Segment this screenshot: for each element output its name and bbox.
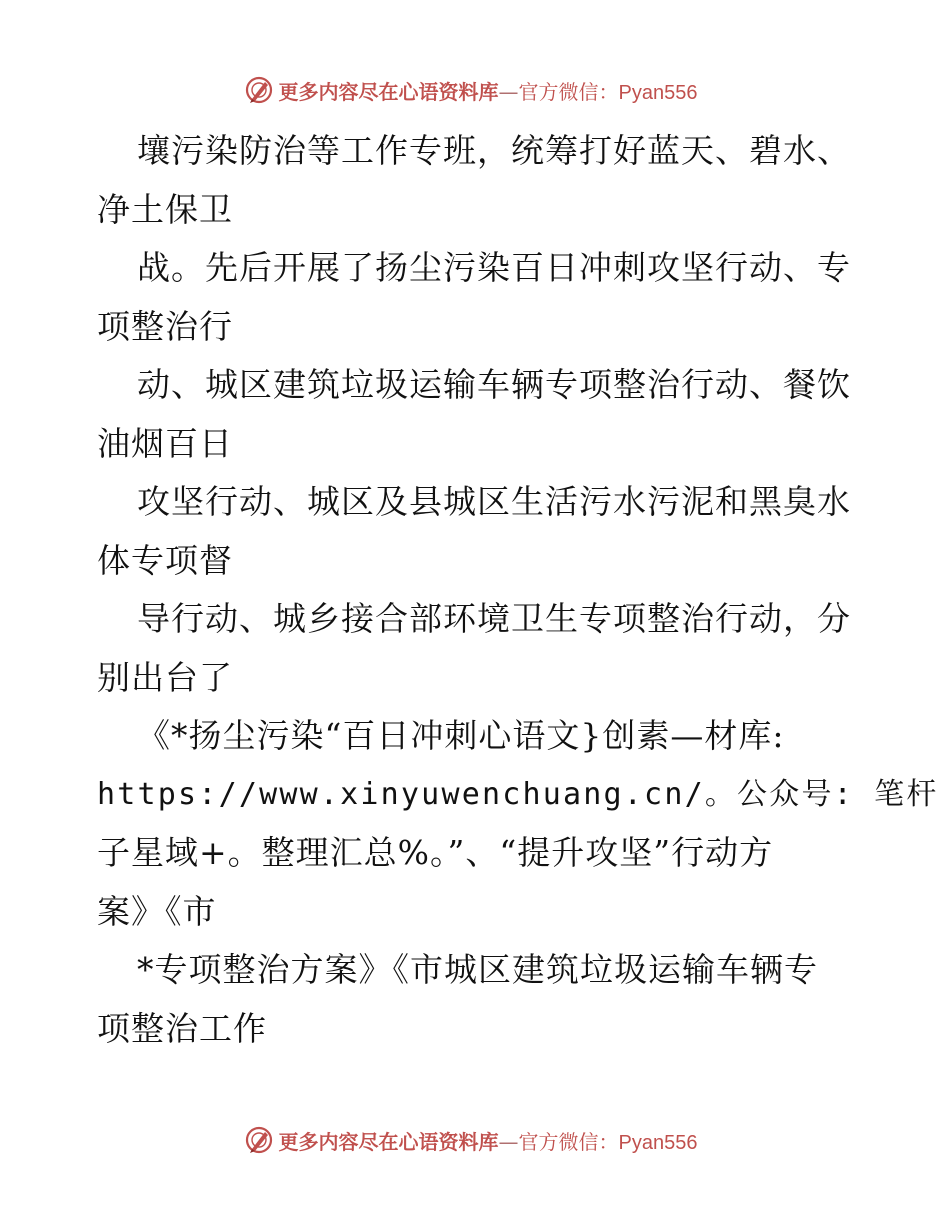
body-line: 壤污染防治等工作专班，统筹打好蓝天、碧水、 xyxy=(137,131,851,170)
document-body xyxy=(97,122,939,1058)
body-line: 项整治工作 xyxy=(97,1008,267,1048)
watermark-text xyxy=(279,76,698,105)
body-line: *专项整治方案》《市城区建筑垃圾运输车辆专 xyxy=(137,950,818,989)
body-line: 子星域+。整理汇总%。”、“提升攻坚”行动方 xyxy=(97,833,774,872)
body-line: 油烟百日 xyxy=(97,423,233,463)
body-line: 导行动、城乡接合部环境卫生专项整治行动，分 xyxy=(137,599,851,638)
body-line: 攻坚行动、城区及县城区生活污水污泥和黑臭水 xyxy=(137,482,851,521)
pen-circle-logo-icon xyxy=(243,74,275,106)
footer-watermark xyxy=(0,1120,950,1160)
watermark-id: Pyan556 xyxy=(618,1131,698,1154)
watermark-separator: — xyxy=(498,79,519,104)
body-line: 项整治行 xyxy=(97,306,233,346)
body-line-url: https://www.xinyuwenchuang.cn/。公众号: 笔杆 xyxy=(97,776,939,812)
watermark-text xyxy=(279,1126,698,1155)
body-line: 《*扬尘污染“百日冲刺心语文}创素—材库: xyxy=(137,716,785,755)
body-line: 战。先后开展了扬尘污染百日冲刺攻坚行动、专 xyxy=(137,248,851,287)
watermark-id: Pyan556 xyxy=(618,81,698,104)
watermark-brand: 更多内容尽在心语资料库 xyxy=(278,1129,499,1154)
watermark-label: 官方微信： xyxy=(518,1129,619,1154)
body-line: 净土保卫 xyxy=(97,189,233,229)
body-line: 体专项督 xyxy=(97,540,233,580)
body-line: 动、城区建筑垃圾运输车辆专项整治行动、餐饮 xyxy=(137,365,851,404)
watermark-brand: 更多内容尽在心语资料库 xyxy=(278,79,499,104)
watermark-label: 官方微信： xyxy=(518,79,619,104)
body-line: 别出台了 xyxy=(97,657,233,697)
body-line: 案》《市 xyxy=(97,891,217,931)
pen-circle-logo-icon xyxy=(243,1124,275,1156)
header-watermark xyxy=(0,70,950,110)
watermark-separator: — xyxy=(498,1129,519,1154)
